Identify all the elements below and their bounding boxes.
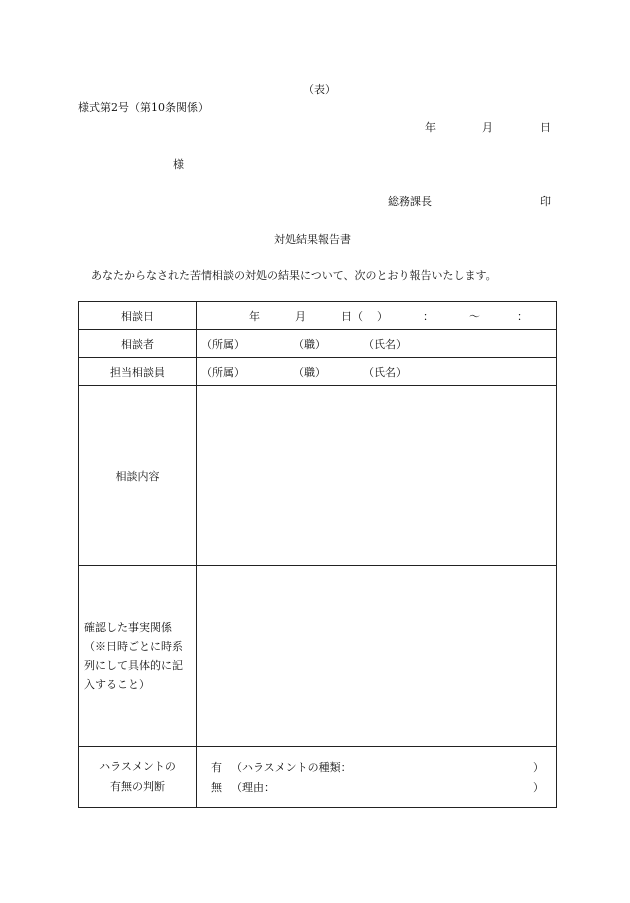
facts-label-line-4: 入すること） [84,678,150,691]
counselor-affiliation: （所属） [201,366,245,379]
judgment-yes-detail: （ハラスメントの種類： [231,761,352,774]
judgment-label-line-2: 有無の判断 [110,780,165,793]
report-table [78,301,557,808]
judgment-label-line-1: ハラスメントの [99,760,176,773]
row-judgment [79,747,557,808]
facts-label-line-1: 確認した事実関係 [84,621,172,634]
consult-date-colon-2: ： [517,310,528,323]
page-side-label: （表） [303,83,336,96]
row-counselor [79,358,557,386]
consult-date-day-open: 日（ [341,310,363,323]
counselor-name: （氏名） [363,366,407,379]
sender-title: 総務課長 [388,195,432,208]
consultee-name: （氏名） [363,338,407,351]
judgment-field [197,747,557,808]
counselor-field [197,358,557,386]
judgment-label [79,747,197,808]
addressee-suffix: 様 [173,158,184,171]
date-day: 日 [540,121,551,134]
judgment-no-detail: （理由： [231,781,275,794]
consult-date-label: 相談日 [79,302,197,330]
facts-label-line-2: （※日時ごとに時系 [84,640,183,653]
consult-date-month: 月 [295,310,306,323]
consultee-post: （職） [293,338,326,351]
form-number: 様式第2号（第10条関係） [78,101,209,114]
consultee-field [197,330,557,358]
row-consult-date [79,302,557,330]
consult-date-close: ） [377,310,388,323]
consultee-affiliation: （所属） [201,338,245,351]
consultee-label: 相談者 [79,330,197,358]
date-month: 月 [482,121,493,134]
judgment-yes-close: ） [533,761,544,774]
judgment-yes: 有 [211,761,222,774]
content-field [197,386,557,566]
facts-label [79,566,197,747]
consult-date-tilde: 〜 [469,310,480,323]
seal-mark: 印 [540,195,551,208]
consult-date-field [197,302,557,330]
consult-date-colon-1: ： [423,310,434,323]
counselor-label: 担当相談員 [79,358,197,386]
judgment-no: 無 [211,781,222,794]
row-facts [79,566,557,747]
content-label: 相談内容 [79,386,197,566]
counselor-post: （職） [293,366,326,379]
consult-date-year: 年 [249,310,260,323]
judgment-no-close: ） [533,781,544,794]
intro-text: あなたからなされた苦情相談の対処の結果について、次のとおり報告いたします。 [91,269,497,282]
row-content [79,386,557,566]
facts-label-line-3: 列にして具体的に記 [84,659,183,672]
facts-field [197,566,557,747]
document-title: 対処結果報告書 [274,233,351,246]
date-year: 年 [425,121,436,134]
row-consultee [79,330,557,358]
